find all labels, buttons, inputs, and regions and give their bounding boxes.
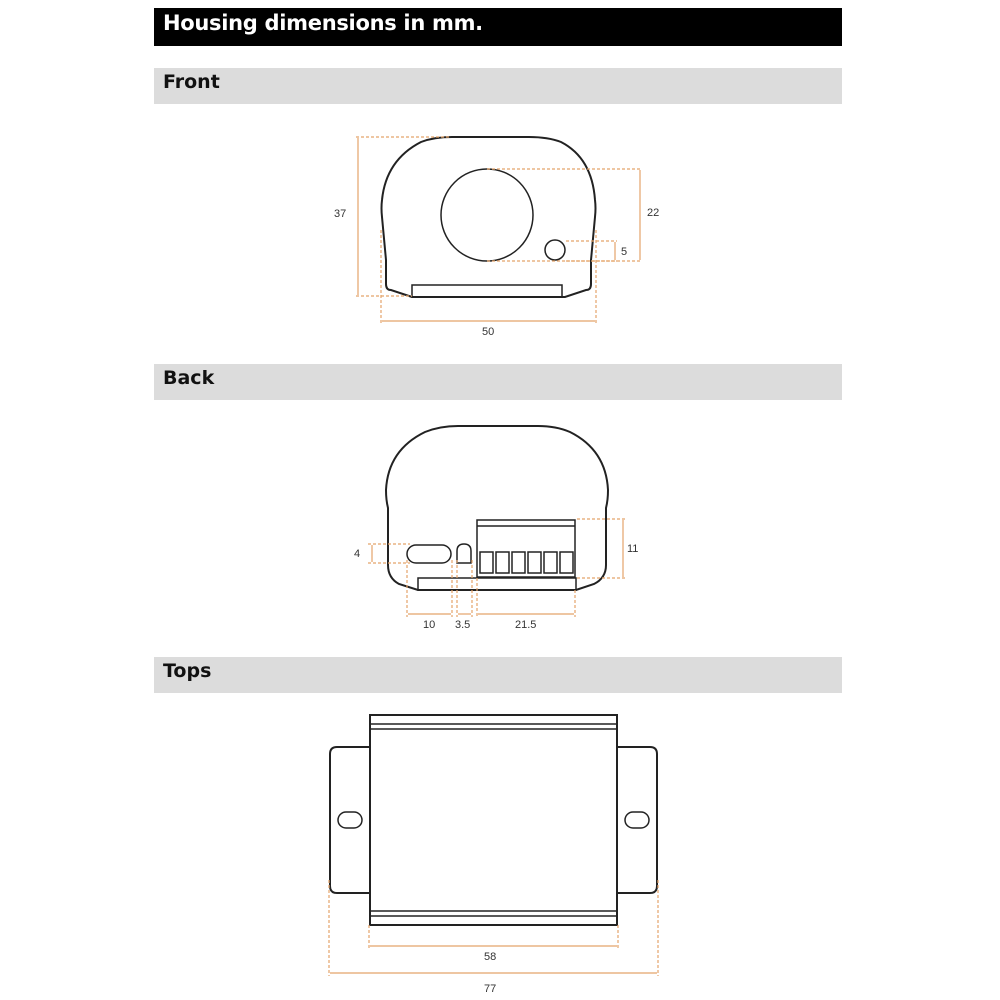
top-body-width-label: 58 [484, 951, 497, 963]
front-view [382, 137, 596, 297]
back-oval-slot [407, 545, 451, 563]
terminal-block [477, 520, 575, 577]
front-base-slot [412, 285, 562, 297]
front-dimensions [334, 137, 659, 338]
front-hole-height-label: 22 [647, 207, 660, 219]
right-mounting-hole [625, 812, 649, 828]
right-mounting-flange [617, 747, 657, 893]
back-left-height-label: 4 [354, 548, 361, 560]
front-through-hole [441, 169, 533, 261]
back-slot-width-label: 10 [423, 619, 436, 631]
left-mounting-flange [330, 747, 370, 893]
front-led-height-label: 5 [621, 246, 628, 258]
left-mounting-hole [338, 812, 362, 828]
terminal-slot [528, 552, 541, 573]
terminal-slot [512, 552, 525, 573]
section-title-tops: Tops [163, 660, 212, 682]
back-terminal-width-label: 21.5 [515, 619, 537, 631]
top-housing-body [370, 715, 617, 925]
back-terminal-height-label: 11 [627, 543, 639, 555]
top-total-width-label: 77 [484, 983, 497, 995]
back-dimensions [354, 519, 638, 631]
page-title: Housing dimensions in mm. [163, 11, 483, 35]
front-housing-outline [382, 137, 596, 297]
section-title-front: Front [163, 71, 220, 93]
section-title-back: Back [163, 367, 215, 389]
back-led-width-label: 3.5 [455, 619, 471, 631]
back-base-slot [418, 578, 576, 590]
top-view [330, 715, 657, 925]
terminal-slot [496, 552, 509, 573]
top-dimensions [329, 880, 658, 995]
front-width-label: 50 [482, 326, 495, 338]
terminal-slot [480, 552, 493, 573]
front-led-indicator [545, 240, 565, 260]
back-view [386, 426, 608, 590]
terminal-slot [544, 552, 557, 573]
back-led-window [457, 544, 471, 563]
front-height-label: 37 [334, 208, 347, 220]
terminal-slot [560, 552, 573, 573]
